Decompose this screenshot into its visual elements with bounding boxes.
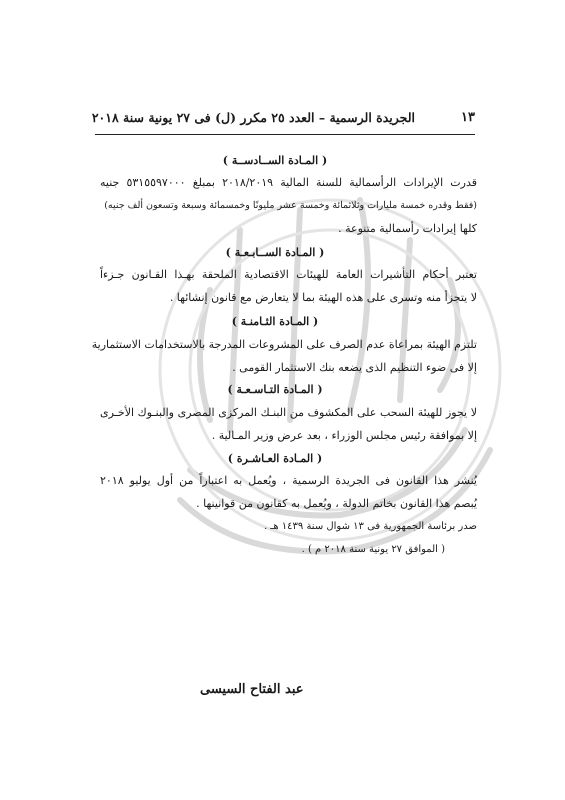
article-8-title: ( المـادة الثـامنـة ) [231,315,319,328]
article-10-line-1: يُنشر هذا القانون فى الجريدة الرسمية ، ويُعمل به اعتباراً من أول يوليو ٢٠١٨ [100,474,477,487]
article-10-title: ( المـادة العـاشـرة ) [227,452,323,465]
article-7-title: ( المـادة الســابـعـة ) [225,246,325,259]
article-7-line-2: لا يتجزأ منه وتسرى على هذه الهيئة بما لا يتعارض مع قانون إنشائها . [169,291,477,304]
article-8-line-2: إلا فى ضوء التنظيم الذى يضعه بنك الاستثمار القومى . [232,361,477,374]
article-6-title: ( المـادة الســادســة ) [222,154,328,167]
article-6-line-1: قدرت الإيرادات الرأسمالية للسنة المالية ٢٠١٨/٢٠١٩ بمبلغ ٥٣١٥٥٩٧٠٠٠ جنيه [100,176,478,189]
article-6-line-2: (فقط وقدره خمسة مليارات وثلاثمائة وخمسة عشر مليونًا وخمسمائة وسبعة وتسعون ألف جنيه) [104,200,477,211]
article-7-line-1: تعتبر أحكام التأشيرات العامة للهيئات الاقتصادية الملحقة بهـذا القـانون جـزءاً [100,268,477,281]
article-8-line-1: تلتزم الهيئة بمراعاة عدم الصرف على المشروعات المدرجة بالاستخدامات الاستثمارية [91,338,477,351]
president-signature: عبد الفتاح السيسى [200,682,304,697]
article-9-title: ( المـادة التـاسـعـة ) [227,383,323,396]
header-divider [95,134,475,135]
issued-date: صدر برئاسة الجمهورية فى ١٣ شوال سنة ١٤٣٩ هـ . [264,521,477,532]
article-9-line-1: لا يجوز للهيئة السحب على المكشوف من البنـك المركزى المصرى والبنـوك الأخـرى [100,406,477,419]
gregorian-date: ( الموافق ٢٧ يونية سنة ٢٠١٨ م ) . [301,544,445,555]
gazette-title: الجريدة الرسمية – العدد ٢٥ مكرر (ل) فى ٢٧ يونية سنة ٢٠١٨ [91,110,415,125]
page-number: ١٣ [461,110,475,125]
article-6-line-3: كلها إيرادات رأسمالية متنوعة . [338,222,477,235]
gazette-header [91,108,475,130]
article-10-line-2: يُبصم هذا القانون بخاتم الدولة ، ويُعمل به كقانون من قوانينها . [196,497,477,510]
article-9-line-2: إلا بموافقة رئيس مجلس الوزراء ، بعد عرض وزير المـالية . [211,429,477,442]
